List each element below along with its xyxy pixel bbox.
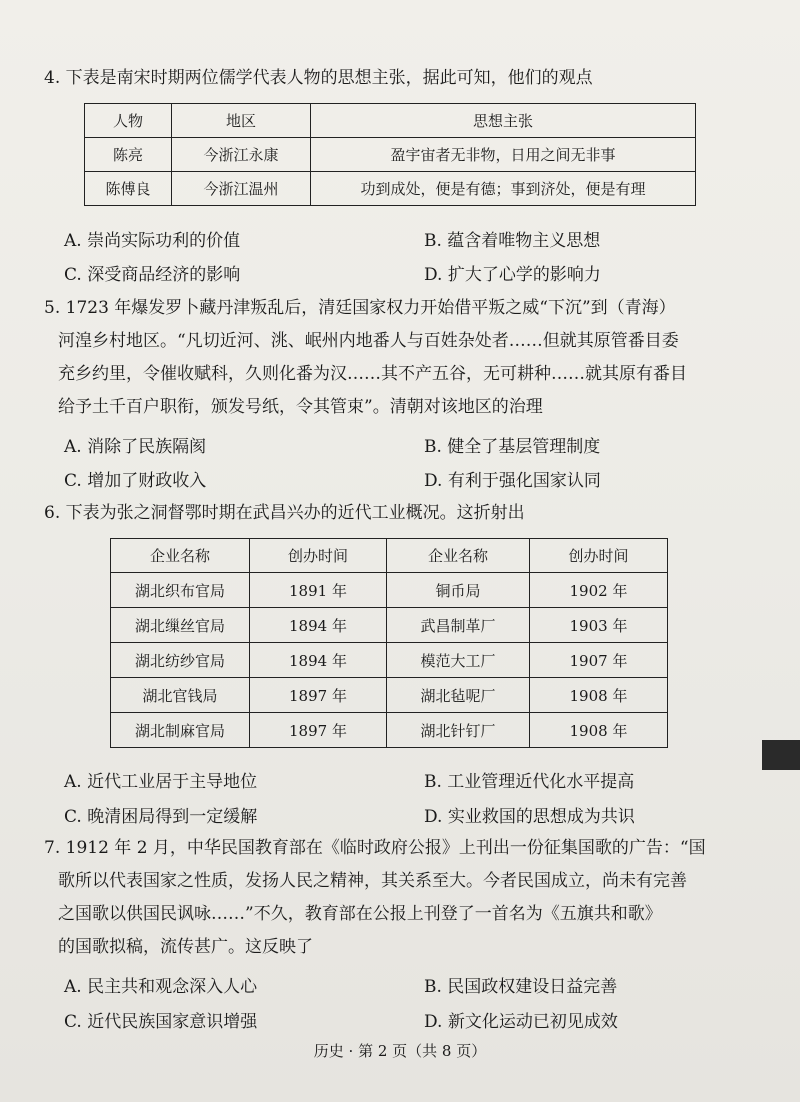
q4-option-b[interactable]: B. 蕴含着唯物主义思想: [424, 231, 601, 251]
q6-cell: 1891 年: [250, 573, 387, 608]
q4-cell: 功到成处，便是有德；事到济处，便是有理: [311, 172, 696, 206]
q4-option-a[interactable]: A. 崇尚实际功利的价值: [64, 231, 241, 251]
q5-option-d[interactable]: D. 有利于强化国家认同: [424, 471, 601, 491]
q5-stem: [44, 292, 760, 424]
q4-header-region: 地区: [172, 104, 311, 138]
q6-cell: 湖北针钉厂: [387, 713, 530, 748]
q6-option-a[interactable]: A. 近代工业居于主导地位: [64, 772, 258, 792]
q6-cell: 1908 年: [530, 678, 668, 713]
q6-header-company-2: 企业名称: [387, 539, 530, 573]
q6-cell: 湖北缫丝官局: [111, 608, 250, 643]
q6-cell: 1897 年: [250, 678, 387, 713]
q6-header-company: 企业名称: [111, 539, 250, 573]
q4-cell: 陈亮: [85, 138, 172, 172]
q4-stem: 4. 下表是南宋时期两位儒学代表人物的思想主张，据此可知，他们的观点: [44, 68, 593, 88]
q6-cell: 1908 年: [530, 713, 668, 748]
q5-option-b[interactable]: B. 健全了基层管理制度: [424, 437, 601, 457]
q6-cell: 模范大工厂: [387, 643, 530, 678]
q5-line: 河湟乡村地区。“凡切近河、洮、岷州内地番人与百姓杂处者……但就其原管番目委: [58, 331, 679, 351]
q6-header-year: 创办时间: [250, 539, 387, 573]
q4-header-thought: 思想主张: [311, 104, 696, 138]
q4-option-c[interactable]: C. 深受商品经济的影响: [64, 265, 241, 285]
q7-line: 之国歌以供国民讽咏……”不久，教育部在公报上刊登了一首名为《五旗共和歌》: [58, 904, 662, 924]
q4-cell: 今浙江温州: [172, 172, 311, 206]
q4-cell: 今浙江永康: [172, 138, 311, 172]
q5-option-c[interactable]: C. 增加了财政收入: [64, 471, 207, 491]
q5-line: 5. 1723 年爆发罗卜藏丹津叛乱后，清廷国家权力开始借平叛之威“下沉”到（青海）: [44, 298, 676, 318]
q6-option-c[interactable]: C. 晚清困局得到一定缓解: [64, 807, 258, 827]
q6-cell: 湖北纺纱官局: [111, 643, 250, 678]
q6-cell: 武昌制革厂: [387, 608, 530, 643]
q7-option-b[interactable]: B. 民国政权建设日益完善: [424, 977, 618, 997]
q6-cell: 1903 年: [530, 608, 668, 643]
q6-stem: 6. 下表为张之洞督鄂时期在武昌兴办的近代工业概况。这折射出: [44, 503, 525, 523]
q6-option-b[interactable]: B. 工业管理近代化水平提高: [424, 772, 635, 792]
q5-line: 给予土千百户职衔，颁发号纸，令其管束”。清朝对该地区的治理: [58, 397, 543, 417]
q6-cell: 湖北制麻官局: [111, 713, 250, 748]
q6-cell: 湖北毡呢厂: [387, 678, 530, 713]
q6-cell: 1894 年: [250, 643, 387, 678]
q7-line: 7. 1912 年 2 月，中华民国教育部在《临时政府公报》上刊出一份征集国歌的广告：“国: [44, 838, 706, 858]
q4-option-d[interactable]: D. 扩大了心学的影响力: [424, 265, 601, 285]
q6-cell: 1902 年: [530, 573, 668, 608]
q4-table: [84, 103, 696, 206]
q7-option-d[interactable]: D. 新文化运动已初见成效: [424, 1012, 618, 1032]
q7-line: 歌所以代表国家之性质，发扬人民之精神，其关系至大。今者民国成立，尚未有完善: [58, 871, 687, 891]
q6-cell: 湖北织布官局: [111, 573, 250, 608]
q6-cell: 1897 年: [250, 713, 387, 748]
q6-cell: 1894 年: [250, 608, 387, 643]
q6-option-d[interactable]: D. 实业救国的思想成为共识: [424, 807, 635, 827]
q6-table: [110, 538, 668, 748]
q4-cell: 陈傅良: [85, 172, 172, 206]
q6-cell: 铜币局: [387, 573, 530, 608]
q6-cell: 湖北官钱局: [111, 678, 250, 713]
q7-line: 的国歌拟稿，流传甚广。这反映了: [58, 937, 313, 957]
q6-header-year-2: 创办时间: [530, 539, 668, 573]
page-edge-tab: [762, 740, 800, 770]
q7-option-c[interactable]: C. 近代民族国家意识增强: [64, 1012, 258, 1032]
q6-cell: 1907 年: [530, 643, 668, 678]
q4-cell: 盈宇宙者无非物，日用之间无非事: [311, 138, 696, 172]
q7-option-a[interactable]: A. 民主共和观念深入人心: [64, 977, 258, 997]
q5-option-a[interactable]: A. 消除了民族隔阂: [64, 437, 207, 457]
q5-line: 充乡约里，令催收赋科，久则化番为汉……其不产五谷，无可耕种……就其原有番目: [58, 364, 687, 384]
q4-header-person: 人物: [85, 104, 172, 138]
page-footer: 历史 · 第 2 页（共 8 页）: [313, 1042, 487, 1060]
q7-stem: [44, 832, 760, 964]
